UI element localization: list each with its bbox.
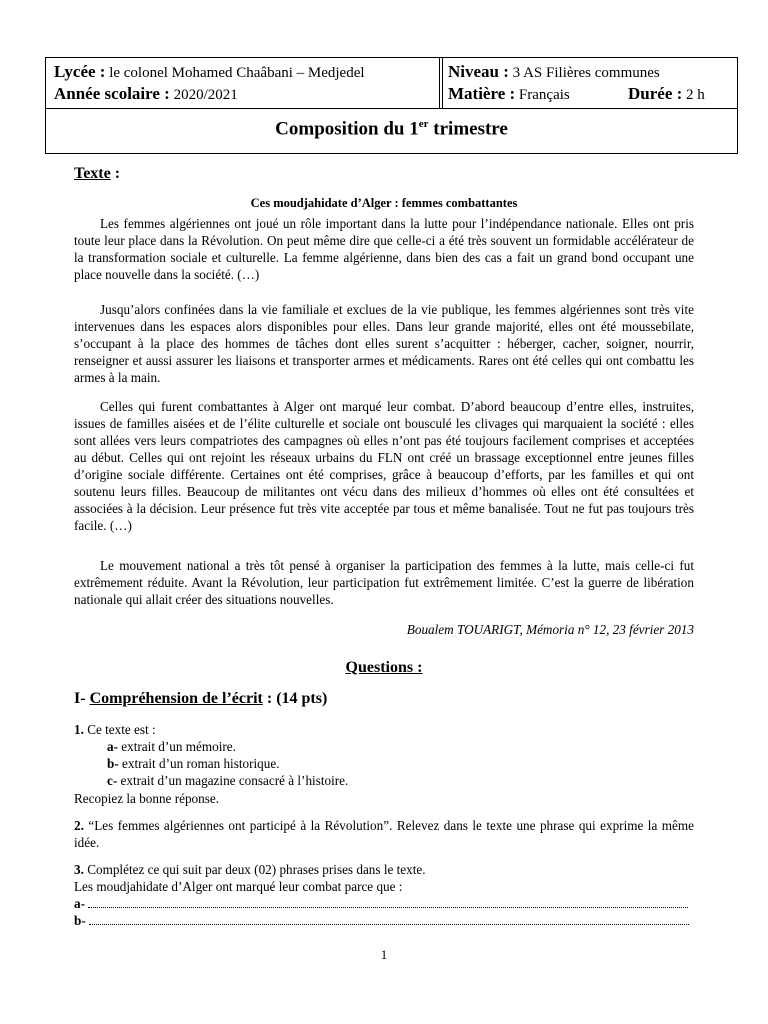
duree-value: 2 h	[686, 87, 705, 103]
option-b	[107, 755, 280, 772]
exam-title-end: trimestre	[428, 118, 508, 140]
answer-line-b-label: b-	[74, 913, 86, 928]
lycee-value: le colonel Mohamed Chaâbani – Medjedel	[109, 65, 365, 81]
option-a	[107, 738, 236, 755]
texte-label: Texte	[74, 165, 111, 182]
page-number: 1	[380, 947, 388, 962]
question-1	[74, 721, 694, 738]
matiere-label: Matière :	[448, 84, 516, 103]
paragraph-1: Les femmes algériennes ont joué un rôle important dans la lutte pour l’indépendance nationale. Elles ont pris toute leur place dans la Révolution. On peut même dire que celle-ci a été très souvent un formidable accélérateur de la transformation sociale et culturelle. La femme algérienne, dans bien des cas a fait un grand bond occupant une place nouvelle dans la société. (…)	[74, 216, 694, 282]
header-divider	[439, 58, 440, 108]
duree-label: Durée :	[628, 84, 683, 103]
question-1-text: Ce texte est :	[87, 722, 156, 737]
exam-title	[46, 118, 737, 140]
paragraph-3: Celles qui furent combattantes à Alger ont marqué leur combat. D’abord beaucoup d’entre elles, instruites, issues de familles aisées et de l’élite culturelle et sociale ont bousculé les clivages qui marquaient la société : elles sont allées vers leurs compatriotes des campagnes où elles n’ont pas été toujours facilement comprises et acceptées au début. Celles qui ont rejoint les réseaux urbains du FLN ont créé un brassage exceptionnel entre jeunes filles d’origine sociale différente. Certaines ont été comprises, grâce à beaucoup d’efforts, par les familles et qui ont soutenu leurs filles. Beaucoup de militantes ont vécu dans des milieux d’hommes où elles ont été consultées et associées à la décision. Leur présence fut très vite acceptée par tous et même banalisée. Tout ne fut pas toujours très facile. (…)	[74, 399, 694, 533]
header-table	[45, 57, 738, 154]
lycee-label: Lycée :	[54, 62, 106, 81]
exam-title-main: Composition du 1	[275, 118, 419, 140]
header-divider-2	[442, 58, 443, 108]
section-heading	[74, 690, 327, 708]
matiere-value: Français	[518, 87, 570, 103]
option-c	[107, 772, 348, 789]
annee-label: Année scolaire :	[54, 84, 170, 103]
answer-line-a-label: a-	[74, 896, 85, 911]
option-c-letter: c-	[107, 773, 118, 788]
niveau-value: 3 AS Filières communes	[512, 65, 660, 81]
paragraph-4: Le mouvement national a très tôt pensé à organiser la participation des femmes à la lutte, mais celle-ci fut extrêmement réduite. Avant la Révolution, leur participation fut extrêmement limitée. C’est la guerre de libération nationale qui allait créer des situations nouvelles.	[74, 558, 694, 607]
answer-line-b[interactable]	[74, 912, 694, 929]
duree-line	[628, 84, 705, 105]
texte-heading	[74, 165, 120, 183]
text-source: Boualem TOUARIGT, Mémoria n° 12, 23 février 2013	[406, 622, 694, 637]
question-1-instruction: Recopiez la bonne réponse.	[74, 791, 220, 806]
answer-line-a-dots	[88, 897, 688, 908]
questions-heading: Questions :	[345, 659, 423, 676]
annee-value: 2020/2021	[173, 87, 238, 103]
header-info-row	[46, 58, 737, 109]
exam-title-sup: er	[418, 118, 429, 130]
section-points: : (14 pts)	[262, 690, 328, 707]
matiere-line	[448, 84, 570, 105]
paragraph-2: Jusqu’alors confinées dans la vie familiale et exclues de la vie publique, les femmes algériennes sont très vite intervenues dans les espaces alors disponibles pour elles. Dans leur grande majorité, elles ont été moussebilate, s’occupant à la place des hommes de tâches dont elles surent s’acquitter : héberger, cacher, soigner, nourrir, renseigner et aussi assurer les liaisons et transporter armes et médicaments. Rares ont été celles qui ont combattu les armes à la main.	[74, 302, 694, 385]
texte-colon: :	[110, 165, 121, 182]
option-a-text: extrait d’un mémoire.	[121, 739, 236, 754]
question-3-text: Complétez ce qui suit par deux (02) phrases prises dans le texte.	[87, 862, 426, 877]
question-1-number: 1.	[74, 722, 84, 737]
option-a-letter: a-	[107, 739, 118, 754]
text-subtitle: Ces moudjahidate d’Alger : femmes combattantes	[250, 196, 518, 210]
answer-line-b-dots	[89, 914, 689, 925]
section-number: I-	[74, 690, 86, 707]
lycee-line	[54, 62, 365, 83]
option-b-letter: b-	[107, 756, 119, 771]
question-2-number: 2.	[74, 818, 84, 833]
annee-line	[54, 84, 238, 105]
option-b-text: extrait d’un roman historique.	[122, 756, 280, 771]
question-3-lead: Les moudjahidate d’Alger ont marqué leur combat parce que :	[74, 879, 403, 894]
question-2	[74, 817, 694, 851]
niveau-line	[448, 62, 660, 83]
section-label: Compréhension de l’écrit	[89, 690, 263, 707]
niveau-label: Niveau :	[448, 62, 509, 81]
option-c-text: extrait d’un magazine consacré à l’histoire.	[120, 773, 349, 788]
question-3	[74, 861, 694, 878]
question-2-text: “Les femmes algériennes ont participé à la Révolution”. Relevez dans le texte une phrase qui exprime la même idée.	[74, 818, 695, 850]
answer-line-a[interactable]	[74, 895, 694, 912]
question-3-number: 3.	[74, 862, 84, 877]
